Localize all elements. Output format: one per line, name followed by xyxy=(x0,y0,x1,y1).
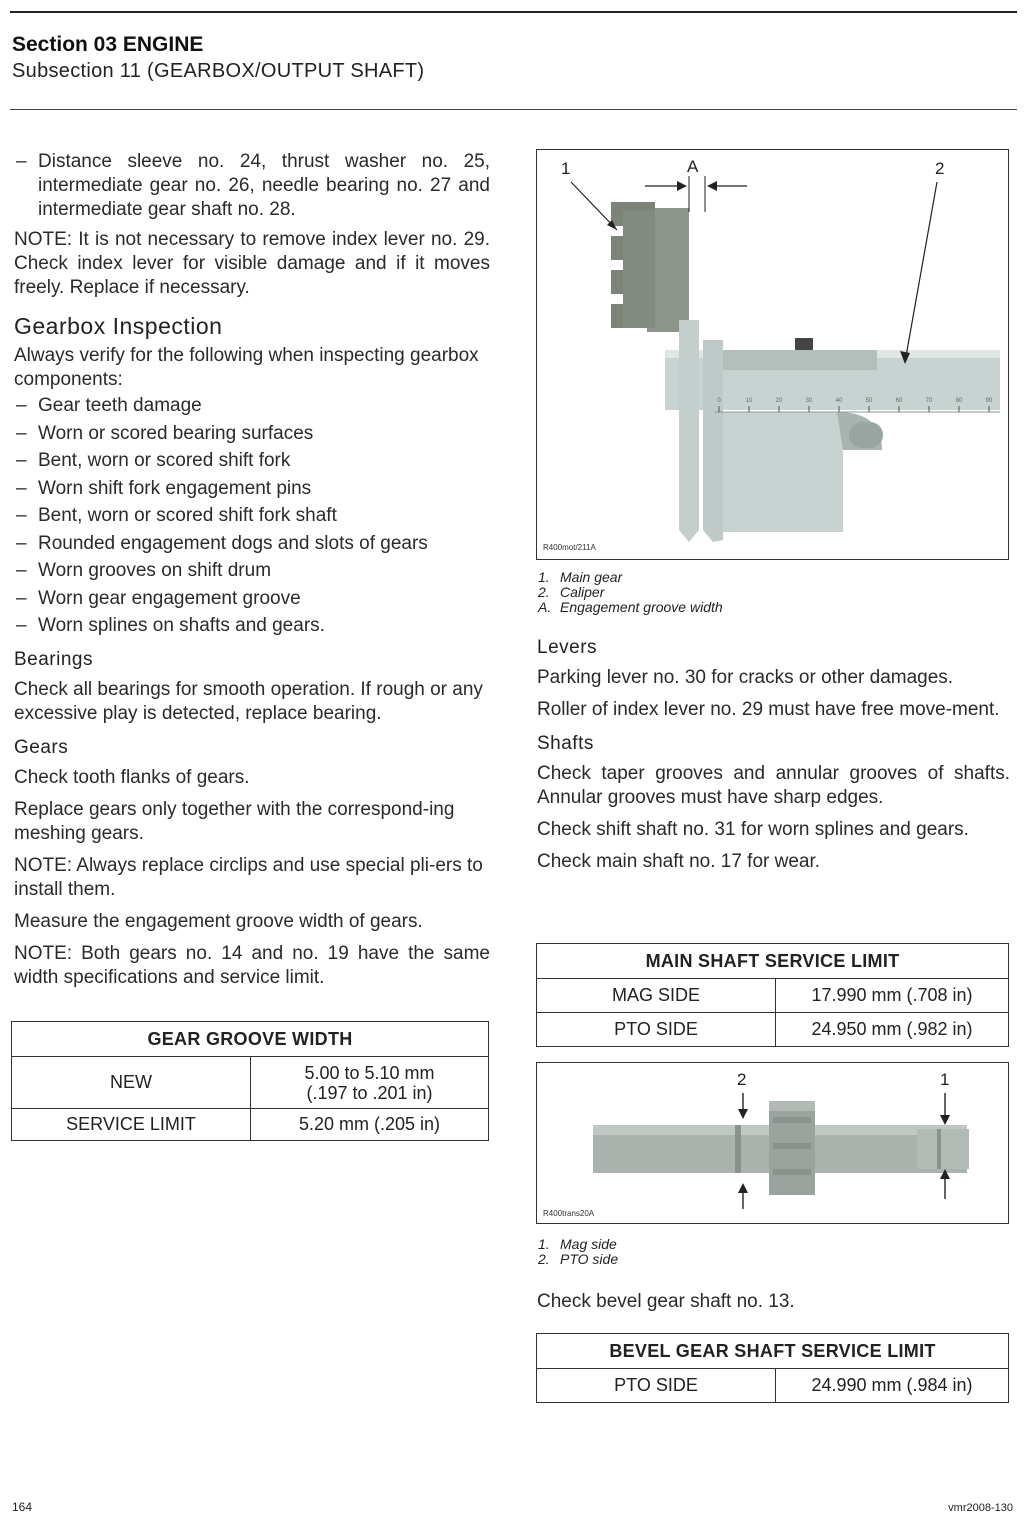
levers-text: Parking lever no. 30 for cracks or other damages. xyxy=(537,667,954,688)
inspection-item: – Gear teeth damage xyxy=(14,394,490,418)
inspection-intro: Always verify for the following when inspecting gearbox components: xyxy=(14,345,479,390)
legend-item xyxy=(536,600,723,615)
leader-line-2 xyxy=(905,182,937,362)
inspection-item: – Bent, worn or scored shift fork xyxy=(14,449,490,473)
gear-groove-width-table xyxy=(11,1021,489,1141)
inspection-item: – Worn splines on shafts and gears. xyxy=(14,614,490,638)
table-cell-label: PTO SIDE xyxy=(537,1369,776,1403)
table-cell-value: 24.950 mm (.982 in) xyxy=(776,1013,1009,1047)
figure-callouts xyxy=(737,1070,949,1089)
shafts-text: Check taper grooves and annular grooves of shafts. Annular grooves must have sharp edges. xyxy=(537,763,1010,808)
page-number: 164 xyxy=(12,1500,33,1514)
table-cell-label: PTO SIDE xyxy=(537,1013,776,1047)
table-title: GEAR GROOVE WIDTH xyxy=(12,1022,489,1057)
removal-item: – Distance sleeve no. 24, thrust washer no. 25, intermediate gear no. 26, needle bearing no. 27 and intermediate gear shaft no. 28. xyxy=(14,150,490,222)
legend-number: 2. xyxy=(538,584,550,600)
scale-label: 70 xyxy=(925,398,933,404)
scale-label: 30 xyxy=(805,398,813,404)
scale-label: 0 xyxy=(717,398,721,404)
figure1-legend xyxy=(536,570,723,615)
figure2-legend xyxy=(536,1237,618,1267)
caliper-drawing xyxy=(665,320,1000,542)
value-imperial: (.197 to .201 in) xyxy=(306,1082,433,1103)
scale-label: 40 xyxy=(835,398,843,404)
inspection-item: – Worn grooves on shift drum xyxy=(14,559,490,583)
caliper-illustration xyxy=(537,150,1008,559)
gears-heading: Gears xyxy=(14,737,69,758)
value-metric: 5.00 to 5.10 mm xyxy=(304,1062,435,1083)
gears-text: Check tooth flanks of gears. xyxy=(14,767,250,788)
legend-item xyxy=(536,570,723,585)
table-cell-value: 5.20 mm (.205 in) xyxy=(251,1109,489,1141)
shafts-text: Check shift shaft no. 31 for worn splines and gears. xyxy=(537,819,969,840)
scale-label: 50 xyxy=(865,398,873,404)
inspection-item: – Worn or scored bearing surfaces xyxy=(14,422,490,446)
table-title: MAIN SHAFT SERVICE LIMIT xyxy=(537,944,1009,979)
callout-a: A xyxy=(687,157,699,176)
main-shaft-table xyxy=(536,943,1009,1047)
legend-number: 2. xyxy=(538,1251,550,1267)
gears-note: NOTE: Both gears no. 14 and no. 19 have the same width specifications and service limit. xyxy=(14,943,490,988)
levers-heading: Levers xyxy=(537,637,598,658)
table-row xyxy=(537,1369,1009,1403)
scale-label: 90 xyxy=(985,398,993,404)
gearbox-inspection-heading: Gearbox Inspection xyxy=(14,313,223,339)
table-title: BEVEL GEAR SHAFT SERVICE LIMIT xyxy=(537,1334,1009,1369)
legend-text: Engagement groove width xyxy=(560,599,723,615)
top-rule xyxy=(10,11,1017,13)
bearings-heading: Bearings xyxy=(14,649,93,670)
scale-label: 80 xyxy=(955,398,963,404)
shaft-illustration xyxy=(537,1063,1008,1223)
legend-item xyxy=(536,585,723,600)
shafts-text: Check main shaft no. 17 for wear. xyxy=(537,851,821,872)
table-cell-label: SERVICE LIMIT xyxy=(12,1109,251,1141)
table-row xyxy=(12,1109,489,1141)
main-gear-drawing xyxy=(611,202,689,332)
arrowhead xyxy=(677,181,687,191)
table-cell-label: MAG SIDE xyxy=(537,979,776,1013)
table-cell-value: 17.990 mm (.708 in) xyxy=(776,979,1009,1013)
left-column xyxy=(14,150,490,998)
table-row xyxy=(537,979,1009,1013)
gears-note: NOTE: Always replace circlips and use special pli-ers to install them. xyxy=(14,855,483,900)
callout-2: 2 xyxy=(737,1070,747,1089)
caliper-figure xyxy=(536,149,1009,560)
gears-text: Replace gears only together with the correspond-ing meshing gears. xyxy=(14,799,455,844)
legend-number: 1. xyxy=(538,1236,550,1252)
inspection-list xyxy=(14,394,490,638)
note-index-lever: NOTE: It is not necessary to remove index lever no. 29. Check index lever for visible damage and if it moves freely. Replace if necessary. xyxy=(14,229,490,298)
legend-item xyxy=(536,1252,618,1267)
table-cell-label: NEW xyxy=(12,1057,251,1109)
arrowhead xyxy=(707,181,717,191)
scale-label: 20 xyxy=(775,398,783,404)
document-code: vmr2008-130 xyxy=(948,1502,1013,1514)
figure-callouts xyxy=(561,157,944,178)
gears-text: Measure the engagement groove width of gears. xyxy=(14,911,423,932)
inspection-item: – Bent, worn or scored shift fork shaft xyxy=(14,504,490,528)
right-column xyxy=(537,636,1010,882)
subsection-title: Subsection 11 (GEARBOX/OUTPUT SHAFT) xyxy=(12,60,425,82)
table-row xyxy=(537,1013,1009,1047)
legend-number: 1. xyxy=(538,569,550,585)
header-rule xyxy=(10,109,1017,110)
scale-label: 10 xyxy=(745,398,753,404)
table-cell-value xyxy=(251,1057,489,1109)
callout-2: 2 xyxy=(935,159,945,178)
shafts-heading: Shafts xyxy=(537,733,594,754)
bevel-text: Check bevel gear shaft no. 13. xyxy=(537,1291,795,1312)
inspection-item: – Worn shift fork engagement pins xyxy=(14,477,490,501)
legend-text: Caliper xyxy=(560,584,605,600)
levers-text: Roller of index lever no. 29 must have free move-ment. xyxy=(537,699,1000,720)
shaft-figure xyxy=(536,1062,1009,1224)
scale-label: 60 xyxy=(895,398,903,404)
figure-code: R400trans20A xyxy=(543,1209,595,1218)
legend-text: Main gear xyxy=(560,569,623,585)
legend-text: Mag side xyxy=(560,1236,617,1252)
inspection-item: – Worn gear engagement groove xyxy=(14,587,490,611)
legend-item xyxy=(536,1237,618,1252)
bearings-text: Check all bearings for smooth operation. If rough or any excessive play is detected, replace bearing. xyxy=(14,679,483,724)
legend-number: A. xyxy=(538,599,552,615)
table-cell-value: 24.990 mm (.984 in) xyxy=(776,1369,1009,1403)
callout-1: 1 xyxy=(561,159,571,178)
inspection-item: – Rounded engagement dogs and slots of gears xyxy=(14,532,490,556)
table-row xyxy=(12,1057,489,1109)
figure-code: R400mot/211A xyxy=(543,543,596,552)
legend-text: PTO side xyxy=(560,1251,619,1267)
section-title: Section 03 ENGINE xyxy=(12,33,204,56)
bevel-gear-shaft-table xyxy=(536,1333,1009,1403)
callout-1: 1 xyxy=(940,1070,950,1089)
